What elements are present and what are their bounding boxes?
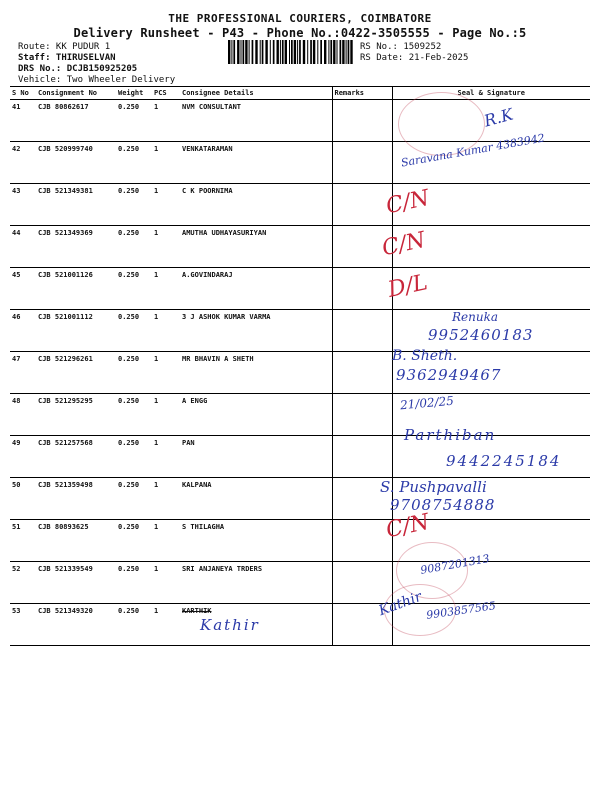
company-title: THE PROFESSIONAL COURIERS, COIMBATORE [168, 12, 432, 25]
handwritten-remark: C/N [379, 227, 428, 262]
table-row [10, 268, 590, 310]
cell-consignee: A.GOVINDARAJ [180, 268, 332, 310]
handwritten-name: Renuka [452, 310, 499, 324]
table-row [10, 478, 590, 520]
cell-weight: 0.250 [116, 226, 152, 268]
staff-label: Staff: THIRUSELVAN [18, 53, 116, 63]
cell-pcs: 1 [152, 100, 180, 142]
cell-weight: 0.250 [116, 184, 152, 226]
cell-consignee: A ENGG [180, 394, 332, 436]
table-header-row [10, 87, 590, 100]
cell-pcs: 1 [152, 520, 180, 562]
cell-sno: 46 [10, 310, 36, 352]
runsheet-table [10, 86, 590, 646]
cell-consignee: SRI ANJANEYA TRDERS [180, 562, 332, 604]
handwritten-name: S. Pushpavalli [380, 478, 487, 496]
cell-pcs: 1 [152, 394, 180, 436]
col-signature-header: Seal & Signature [392, 87, 590, 100]
handwritten-remark: D/L [385, 270, 430, 303]
cell-pcs: 1 [152, 226, 180, 268]
drs-label: DRS No.: DCJB150925205 [18, 64, 138, 74]
handwritten-name: Parthiban [404, 426, 497, 444]
barcode-image [228, 40, 353, 64]
cell-pcs: 1 [152, 562, 180, 604]
cell-consignee: KALPANA [180, 478, 332, 520]
cell-remarks [332, 520, 392, 562]
cell-sno: 49 [10, 436, 36, 478]
cell-sno: 48 [10, 394, 36, 436]
cell-weight: 0.250 [116, 268, 152, 310]
handwritten-phone: 9952460183 [428, 326, 534, 344]
cell-consignment: CJB 521339549 [36, 562, 116, 604]
cell-consignment: CJB 521001112 [36, 310, 116, 352]
cell-sno: 44 [10, 226, 36, 268]
table-row [10, 226, 590, 268]
cell-pcs: 1 [152, 184, 180, 226]
handwritten-phone: 9903857565 [425, 599, 497, 622]
cell-sno: 50 [10, 478, 36, 520]
cell-weight: 0.250 [116, 436, 152, 478]
cell-consignment: CJB 521359498 [36, 478, 116, 520]
col-weight-header: Weight [116, 87, 152, 100]
col-remarks-header: Remarks [332, 87, 392, 100]
handwritten-phone: 9442245184 [446, 452, 562, 470]
cell-weight: 0.250 [116, 478, 152, 520]
cell-consignment: CJB 80893625 [36, 520, 116, 562]
cell-sno: 53 [10, 604, 36, 646]
cell-consignee: AMUTHA UDHAYASURIYAN [180, 226, 332, 268]
cell-consignment: CJB 521349369 [36, 226, 116, 268]
vehicle-label: Vehicle: Two Wheeler Delivery [18, 75, 176, 85]
handwritten-phone: 9362949467 [396, 366, 502, 384]
col-consignee-header: Consignee Details [180, 87, 332, 100]
cell-sno: 43 [10, 184, 36, 226]
cell-pcs: 1 [152, 352, 180, 394]
cell-consignment: CJB 521295295 [36, 394, 116, 436]
cell-sno: 47 [10, 352, 36, 394]
cell-pcs: 1 [152, 310, 180, 352]
cell-pcs: 1 [152, 142, 180, 184]
cell-weight: 0.250 [116, 520, 152, 562]
cell-weight: 0.250 [116, 100, 152, 142]
cell-pcs: 1 [152, 604, 180, 646]
cell-remarks [332, 310, 392, 352]
table-row [10, 394, 590, 436]
cell-consignee: NVM CONSULTANT [180, 100, 332, 142]
cell-sno: 42 [10, 142, 36, 184]
cell-consignee: S THILAGHA [180, 520, 332, 562]
col-pcs-header: PCS [152, 87, 180, 100]
table-row [10, 604, 590, 646]
cell-remarks [332, 436, 392, 478]
cell-remarks [332, 562, 392, 604]
cell-remarks [332, 100, 392, 142]
cell-remarks [332, 352, 392, 394]
table-row [10, 520, 590, 562]
handwritten-signature: B. Sheth. [392, 348, 458, 364]
cell-weight: 0.250 [116, 142, 152, 184]
cell-weight: 0.250 [116, 604, 152, 646]
cell-weight: 0.250 [116, 394, 152, 436]
handwritten-phone: 9087201313 [419, 552, 491, 577]
cell-pcs: 1 [152, 478, 180, 520]
rs-number: RS No.: 1509252 [360, 42, 442, 52]
cell-weight: 0.250 [116, 562, 152, 604]
cell-consignee: C K POORNIMA [180, 184, 332, 226]
cell-consignment: CJB 520999740 [36, 142, 116, 184]
cell-remarks [332, 184, 392, 226]
cell-remarks [332, 142, 392, 184]
cell-consignment: CJB 521349320 [36, 604, 116, 646]
handwritten-remark: C/N [383, 185, 432, 220]
rs-date: RS Date: 21-Feb-2025 [360, 53, 469, 63]
cell-pcs: 1 [152, 268, 180, 310]
table-row [10, 184, 590, 226]
handwritten-phone: 9708754888 [390, 496, 496, 514]
cell-consignment: CJB 521257568 [36, 436, 116, 478]
cell-consignee: PAN [180, 436, 332, 478]
handwritten-signature: 21/02/25 [399, 393, 455, 413]
handwritten-signature: Saravana Kumar 4383942 [399, 131, 546, 170]
table-row [10, 562, 590, 604]
cell-consignment: CJB 521296261 [36, 352, 116, 394]
cell-weight: 0.250 [116, 310, 152, 352]
handwritten-name: Kathir [200, 616, 260, 634]
cell-consignee: 3 J ASHOK KUMAR VARMA [180, 310, 332, 352]
col-consignment-header: Consignment No [36, 87, 116, 100]
cell-sno: 41 [10, 100, 36, 142]
handwritten-remark: C/N [383, 509, 432, 544]
cell-sno: 51 [10, 520, 36, 562]
cell-pcs: 1 [152, 436, 180, 478]
cell-consignee: KARTHIK [180, 604, 332, 646]
cell-consignment: CJB 80862617 [36, 100, 116, 142]
cell-remarks [332, 394, 392, 436]
handwritten-signature: R.K [482, 104, 516, 131]
cell-consignee: VENKATARAMAN [180, 142, 332, 184]
cell-consignee: MR BHAVIN A SHETH [180, 352, 332, 394]
cell-consignment: CJB 521349381 [36, 184, 116, 226]
cell-weight: 0.250 [116, 352, 152, 394]
cell-remarks [332, 268, 392, 310]
handwritten-signature: Kathir [376, 588, 425, 620]
cell-sno: 52 [10, 562, 36, 604]
table-row [10, 352, 590, 394]
route-label: Route: KK PUDUR 1 [18, 42, 111, 52]
cell-consignment: CJB 521001126 [36, 268, 116, 310]
cell-sno: 45 [10, 268, 36, 310]
runsheet-subtitle: Delivery Runsheet - P43 - Phone No.:0422-3505555 - Page No.:5 [73, 26, 527, 40]
col-sno-header: S No [10, 87, 36, 100]
